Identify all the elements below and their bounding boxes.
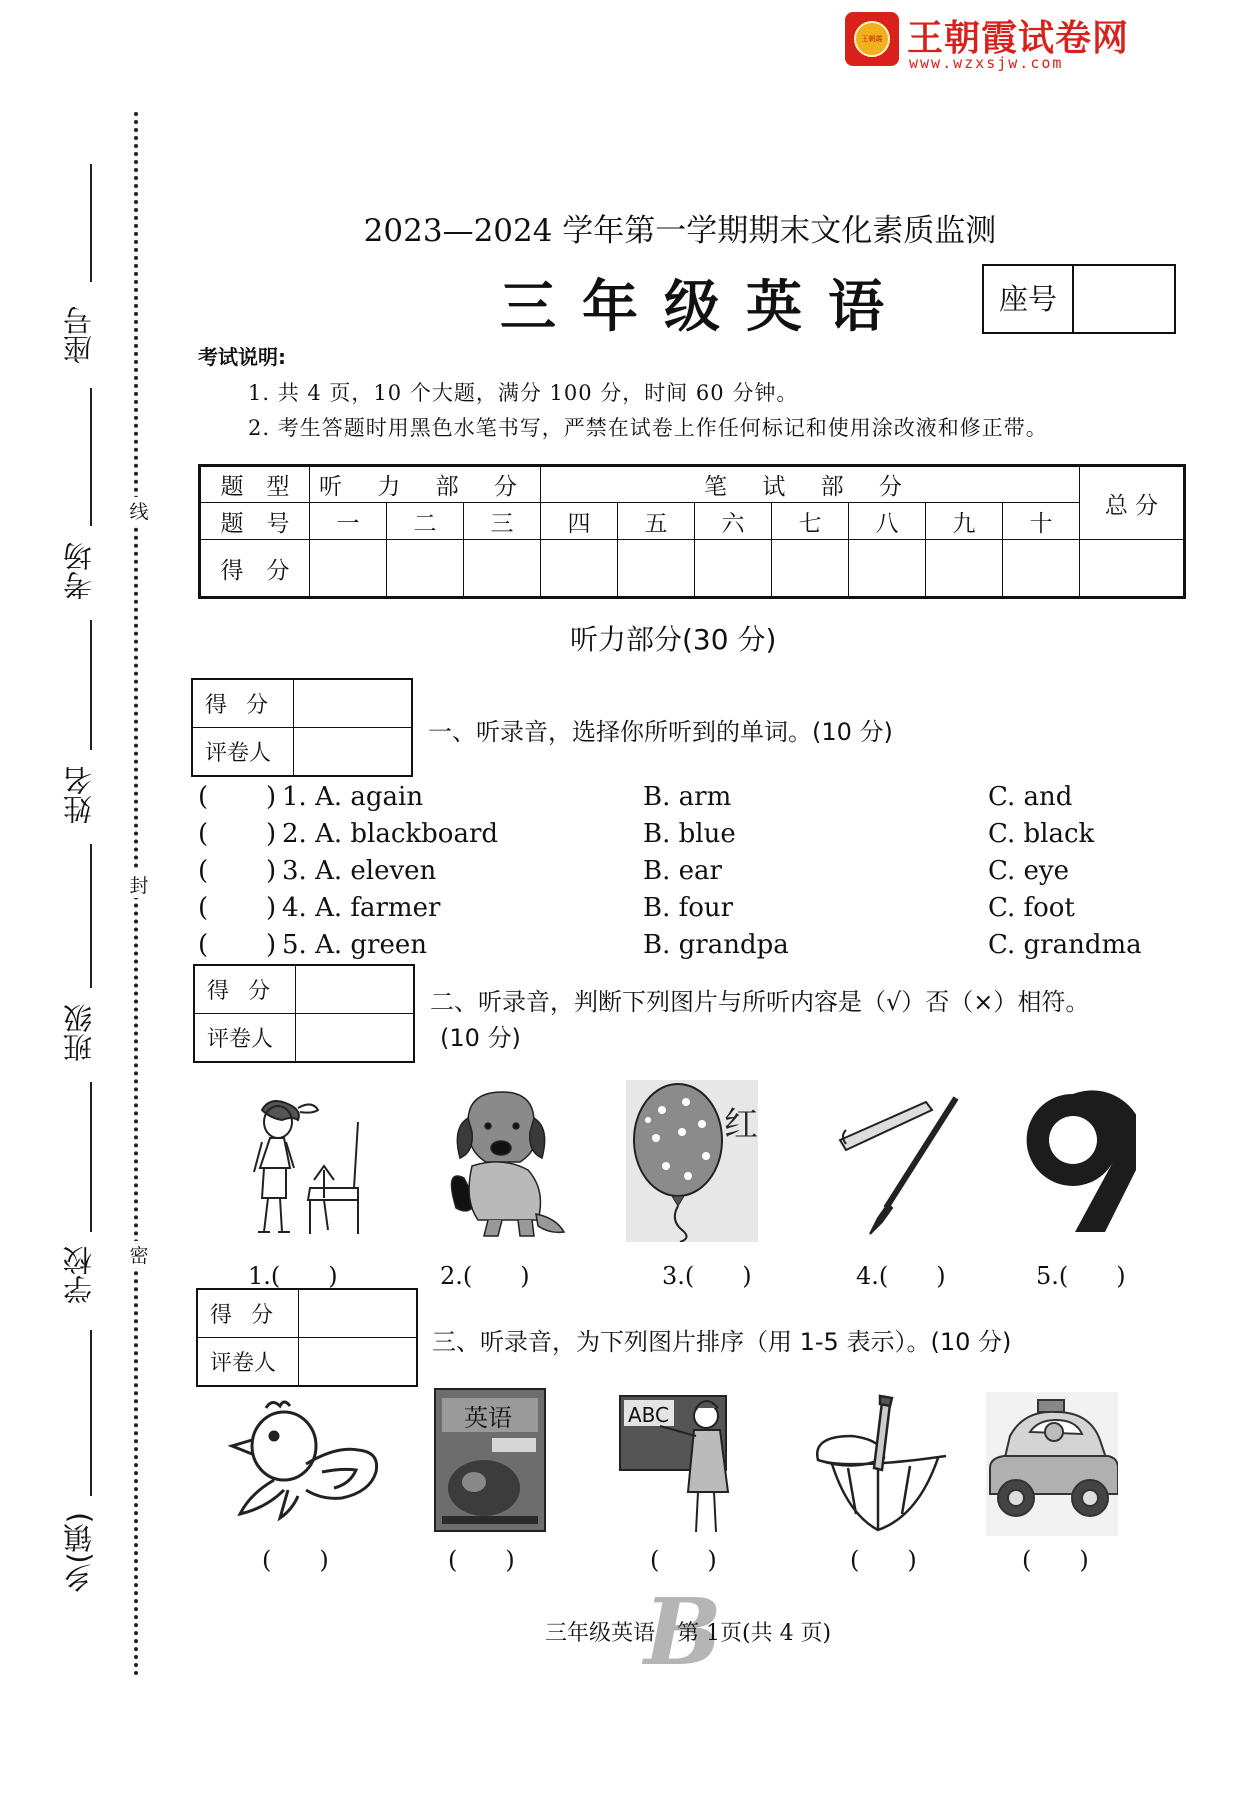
score-row-header: 得 分 <box>200 540 310 598</box>
option-b: B. arm <box>643 782 732 812</box>
score-box-score-label: 得 分 <box>194 965 296 1014</box>
option-a: A. farmer <box>315 893 441 923</box>
score-cell[interactable] <box>464 540 541 598</box>
answer-paren-open[interactable]: ( <box>198 930 209 960</box>
section3-answer-4[interactable]: ( ) <box>850 1546 917 1574</box>
question-number-cell: 七 <box>772 503 849 540</box>
score-box-grader-label: 评卷人 <box>192 728 294 777</box>
score-box-score-label: 得 分 <box>197 1289 299 1338</box>
seat-number-blank <box>90 164 92 282</box>
score-box-grader-cell[interactable] <box>294 728 413 777</box>
option-c: C. and <box>988 782 1073 812</box>
option-b: B. blue <box>643 819 736 849</box>
score-box-score-label: 得 分 <box>192 679 294 728</box>
section2-answer-1[interactable]: 1.( ) <box>248 1262 338 1290</box>
question-number: 1. <box>282 782 307 812</box>
instruction-1: 1. 共 4 页，10 个大题，满分 100 分，时间 60 分钟。 <box>248 381 799 405</box>
score-table <box>198 464 1186 599</box>
score-box-score-cell[interactable] <box>299 1289 418 1338</box>
score-box-grader-cell[interactable] <box>299 1338 418 1387</box>
page-footer: 三年级英语 第 1页(共 4 页) <box>545 1621 832 1646</box>
option-c: C. black <box>988 819 1095 849</box>
score-cell[interactable] <box>618 540 695 598</box>
seat-number-box-label: 座号 <box>984 266 1074 332</box>
score-box-grader-label: 评卷人 <box>194 1014 296 1063</box>
seat-number-box <box>982 264 1176 334</box>
section2-answer-2[interactable]: 2.( ) <box>440 1262 530 1290</box>
option-b: B. grandpa <box>643 930 789 960</box>
score-cell[interactable] <box>695 540 772 598</box>
bird-icon <box>226 1394 382 1524</box>
seal-mark-seal: 封 <box>126 871 152 898</box>
score-cell[interactable] <box>1003 540 1080 598</box>
answer-paren-close: ) <box>266 930 277 960</box>
score-box-score-cell[interactable] <box>294 679 413 728</box>
answer-paren-open[interactable]: ( <box>198 819 209 849</box>
listening-part-title: 听力部分(30 分) <box>570 623 777 656</box>
book-title-text: 英语 <box>464 1404 512 1432</box>
question-number-cell: 三 <box>464 503 541 540</box>
section2-title: 二、听录音，判断下列图片与所听内容是（√）否（×）相符。 <box>430 988 1090 1016</box>
logo-badge-icon <box>845 12 899 66</box>
option-b: B. four <box>643 893 734 923</box>
total-score-header: 总 分 <box>1080 466 1185 540</box>
instruction-2: 2. 考生答题时用黑色水笔书写，严禁在试卷上作任何标记和使用涂改液和修正带。 <box>248 416 1048 440</box>
score-box-score-cell[interactable] <box>296 965 415 1014</box>
section3-answer-5[interactable]: ( ) <box>1022 1546 1089 1574</box>
answer-paren-close: ) <box>266 782 277 812</box>
pencil-box-icon <box>808 1394 948 1534</box>
score-cell[interactable] <box>926 540 1003 598</box>
score-cell[interactable] <box>849 540 926 598</box>
balloon-color-text: 红 <box>724 1105 758 1145</box>
section2-score-box <box>193 964 415 1063</box>
question-row <box>198 856 1198 890</box>
option-a: A. again <box>315 782 424 812</box>
number-nine-icon <box>1010 1086 1136 1238</box>
score-cell[interactable] <box>772 540 849 598</box>
exam-room-blank <box>90 388 92 526</box>
question-number: 5. <box>282 930 307 960</box>
instructions-heading: 考试说明: <box>198 345 286 369</box>
section1-title: 一、听录音，选择你所听到的单词。(10 分) <box>428 718 893 746</box>
option-b: B. ear <box>643 856 722 886</box>
option-c: C. grandma <box>988 930 1142 960</box>
score-box-grader-cell[interactable] <box>296 1014 415 1063</box>
version-mark: B <box>644 1578 722 1686</box>
written-part-header: 笔 试 部 分 <box>541 466 1080 503</box>
question-row <box>198 893 1198 927</box>
listening-part-header: 听 力 部 分 <box>310 466 541 503</box>
section2-answer-5[interactable]: 5.( ) <box>1036 1262 1126 1290</box>
answer-paren-open[interactable]: ( <box>198 856 209 886</box>
section3-answer-1[interactable]: ( ) <box>262 1546 329 1574</box>
section2-answer-4[interactable]: 4.( ) <box>856 1262 946 1290</box>
question-row <box>198 782 1198 816</box>
section3-title: 三、听录音，为下列图片排序（用 1-5 表示）。(10 分) <box>432 1328 1012 1356</box>
question-row <box>198 819 1198 853</box>
question-number-cell: 八 <box>849 503 926 540</box>
logo-badge-text: 王朝霞 <box>861 35 883 43</box>
answer-paren-close: ) <box>266 819 277 849</box>
dog-icon <box>428 1082 568 1242</box>
seal-mark-secret: 密 <box>126 1241 152 1268</box>
option-c: C. foot <box>988 893 1075 923</box>
answer-paren-open[interactable]: ( <box>198 782 209 812</box>
school-blank <box>90 1082 92 1232</box>
site-url: www.wzxsjw.com <box>909 54 1064 72</box>
section1-score-box <box>191 678 413 777</box>
class-blank <box>90 844 92 988</box>
site-watermark <box>845 10 1165 74</box>
question-number: 4. <box>282 893 307 923</box>
question-row <box>198 930 1198 964</box>
girl-stand-up-icon <box>240 1092 390 1238</box>
option-a: A. eleven <box>315 856 437 886</box>
class-label: 班级 <box>62 1004 96 1062</box>
blackboard-text: ABC <box>628 1403 670 1427</box>
seal-mark-line: 线 <box>126 497 152 524</box>
question-number-cell: 十 <box>1003 503 1080 540</box>
main-title: 三年级英语 <box>500 275 910 340</box>
question-number-cell: 五 <box>618 503 695 540</box>
option-a: A. blackboard <box>315 819 499 849</box>
section2-points: (10 分) <box>440 1024 521 1052</box>
option-c: C. eye <box>988 856 1069 886</box>
teacher-icon <box>618 1390 748 1536</box>
question-number-cell: 二 <box>387 503 464 540</box>
section3-answer-3[interactable]: ( ) <box>650 1546 717 1574</box>
name-label: 姓名 <box>62 766 96 824</box>
section2-answer-3[interactable]: 3.( ) <box>662 1262 752 1290</box>
total-score-cell[interactable] <box>1080 540 1185 598</box>
township-label: 乡(镇) <box>62 1512 96 1593</box>
score-cell[interactable] <box>387 540 464 598</box>
option-a: A. green <box>315 930 427 960</box>
question-number-cell: 四 <box>541 503 618 540</box>
score-cell[interactable] <box>541 540 618 598</box>
pen-icon <box>836 1094 960 1238</box>
question-number-cell: 六 <box>695 503 772 540</box>
answer-paren-open[interactable]: ( <box>198 893 209 923</box>
police-car-icon <box>986 1392 1118 1536</box>
township-blank <box>90 1330 92 1496</box>
exam-room-label: 考场 <box>62 542 96 600</box>
question-number-cell: 一 <box>310 503 387 540</box>
answer-paren-close: ) <box>266 856 277 886</box>
score-cell[interactable] <box>310 540 387 598</box>
red-balloon-icon <box>626 1080 758 1242</box>
name-blank <box>90 620 92 750</box>
school-label: 学校 <box>62 1246 96 1304</box>
site-name: 王朝霞试卷网 <box>907 18 1130 59</box>
answer-paren-close: ) <box>266 893 277 923</box>
question-number: 2. <box>282 819 307 849</box>
score-box-grader-label: 评卷人 <box>197 1338 299 1387</box>
exam-title: 2023—2024 学年第一学期期末文化素质监测 <box>363 213 997 249</box>
book-icon <box>434 1388 546 1532</box>
question-number-header: 题 号 <box>200 503 310 540</box>
question-number-cell: 九 <box>926 503 1003 540</box>
section3-answer-2[interactable]: ( ) <box>448 1546 515 1574</box>
section3-score-box <box>196 1288 418 1387</box>
question-number: 3. <box>282 856 307 886</box>
question-type-header: 题 型 <box>200 466 310 503</box>
seat-number-label: 座号 <box>62 306 96 364</box>
